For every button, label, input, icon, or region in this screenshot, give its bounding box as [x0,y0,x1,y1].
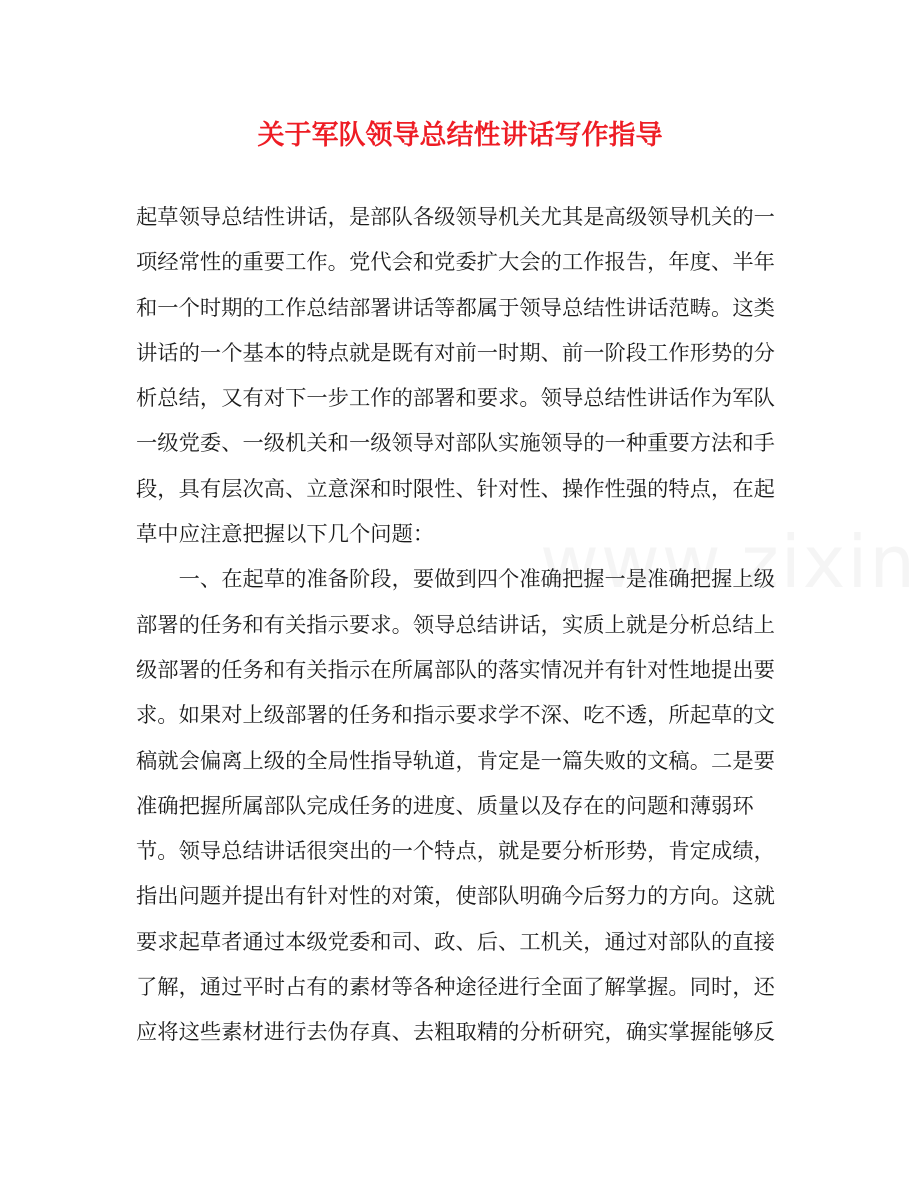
text-line: 部署的任务和有关指示要求。领导总结讲话，实质上就是分析总结上 [136,612,775,638]
document-title: 关于军队领导总结性讲话写作指导 [257,120,663,151]
text-line: 应将这些素材进行去伪存真、去粗取精的分析研究，确实掌握能够反 [136,1020,775,1046]
text-line: 要求起草者通过本级党委和司、政、后、工机关，通过对部队的直接 [136,929,775,955]
text-line: 一、在起草的准备阶段，要做到四个准确把握一是准确把握上级 [136,567,775,593]
text-line: 段，具有层次高、立意深和时限性、针对性、操作性强的特点，在起 [136,476,775,502]
text-line: 析总结，又有对下一步工作的部署和要求。领导总结性讲话作为军队 [136,386,775,412]
text-line: 了解，通过平时占有的素材等各种途径进行全面了解掌握。同时，还 [136,975,775,1001]
text-line: 节。领导总结讲话很突出的一个特点，就是要分析形势，肯定成绩， [136,839,775,865]
text-line: 项经常性的重要工作。党代会和党委扩大会的工作报告，年度、半年 [136,250,775,276]
text-line: 准确把握所属部队完成任务的进度、质量以及存在的问题和薄弱环 [136,793,754,819]
text-line: 一级党委、一级机关和一级领导对部队实施领导的一种重要方法和手 [136,431,775,457]
text-line: 起草领导总结性讲话，是部队各级领导机关尤其是高级领导机关的一 [136,205,775,230]
text-line: 指出问题并提出有针对性的对策，使部队明确今后努力的方向。这就 [136,884,775,910]
text-line: 稿就会偏离上级的全局性指导轨道，肯定是一篇失败的文稿。二是要 [136,748,775,774]
text-line: 求。如果对上级部署的任务和指示要求学不深、吃不透，所起草的文 [136,703,775,729]
text-line: 和一个时期的工作总结部署讲话等都属于领导总结性讲话范畴。这类 [136,295,775,321]
text-line: 草中应注意把握以下几个问题： [136,522,435,548]
text-line: 级部署的任务和有关指示在所属部队的落实情况并有针对性地提出要 [136,657,775,683]
text-line: 讲话的一个基本的特点就是既有对前一时期、前一阶段工作形势的分 [136,340,775,366]
document-body [136,195,776,1056]
